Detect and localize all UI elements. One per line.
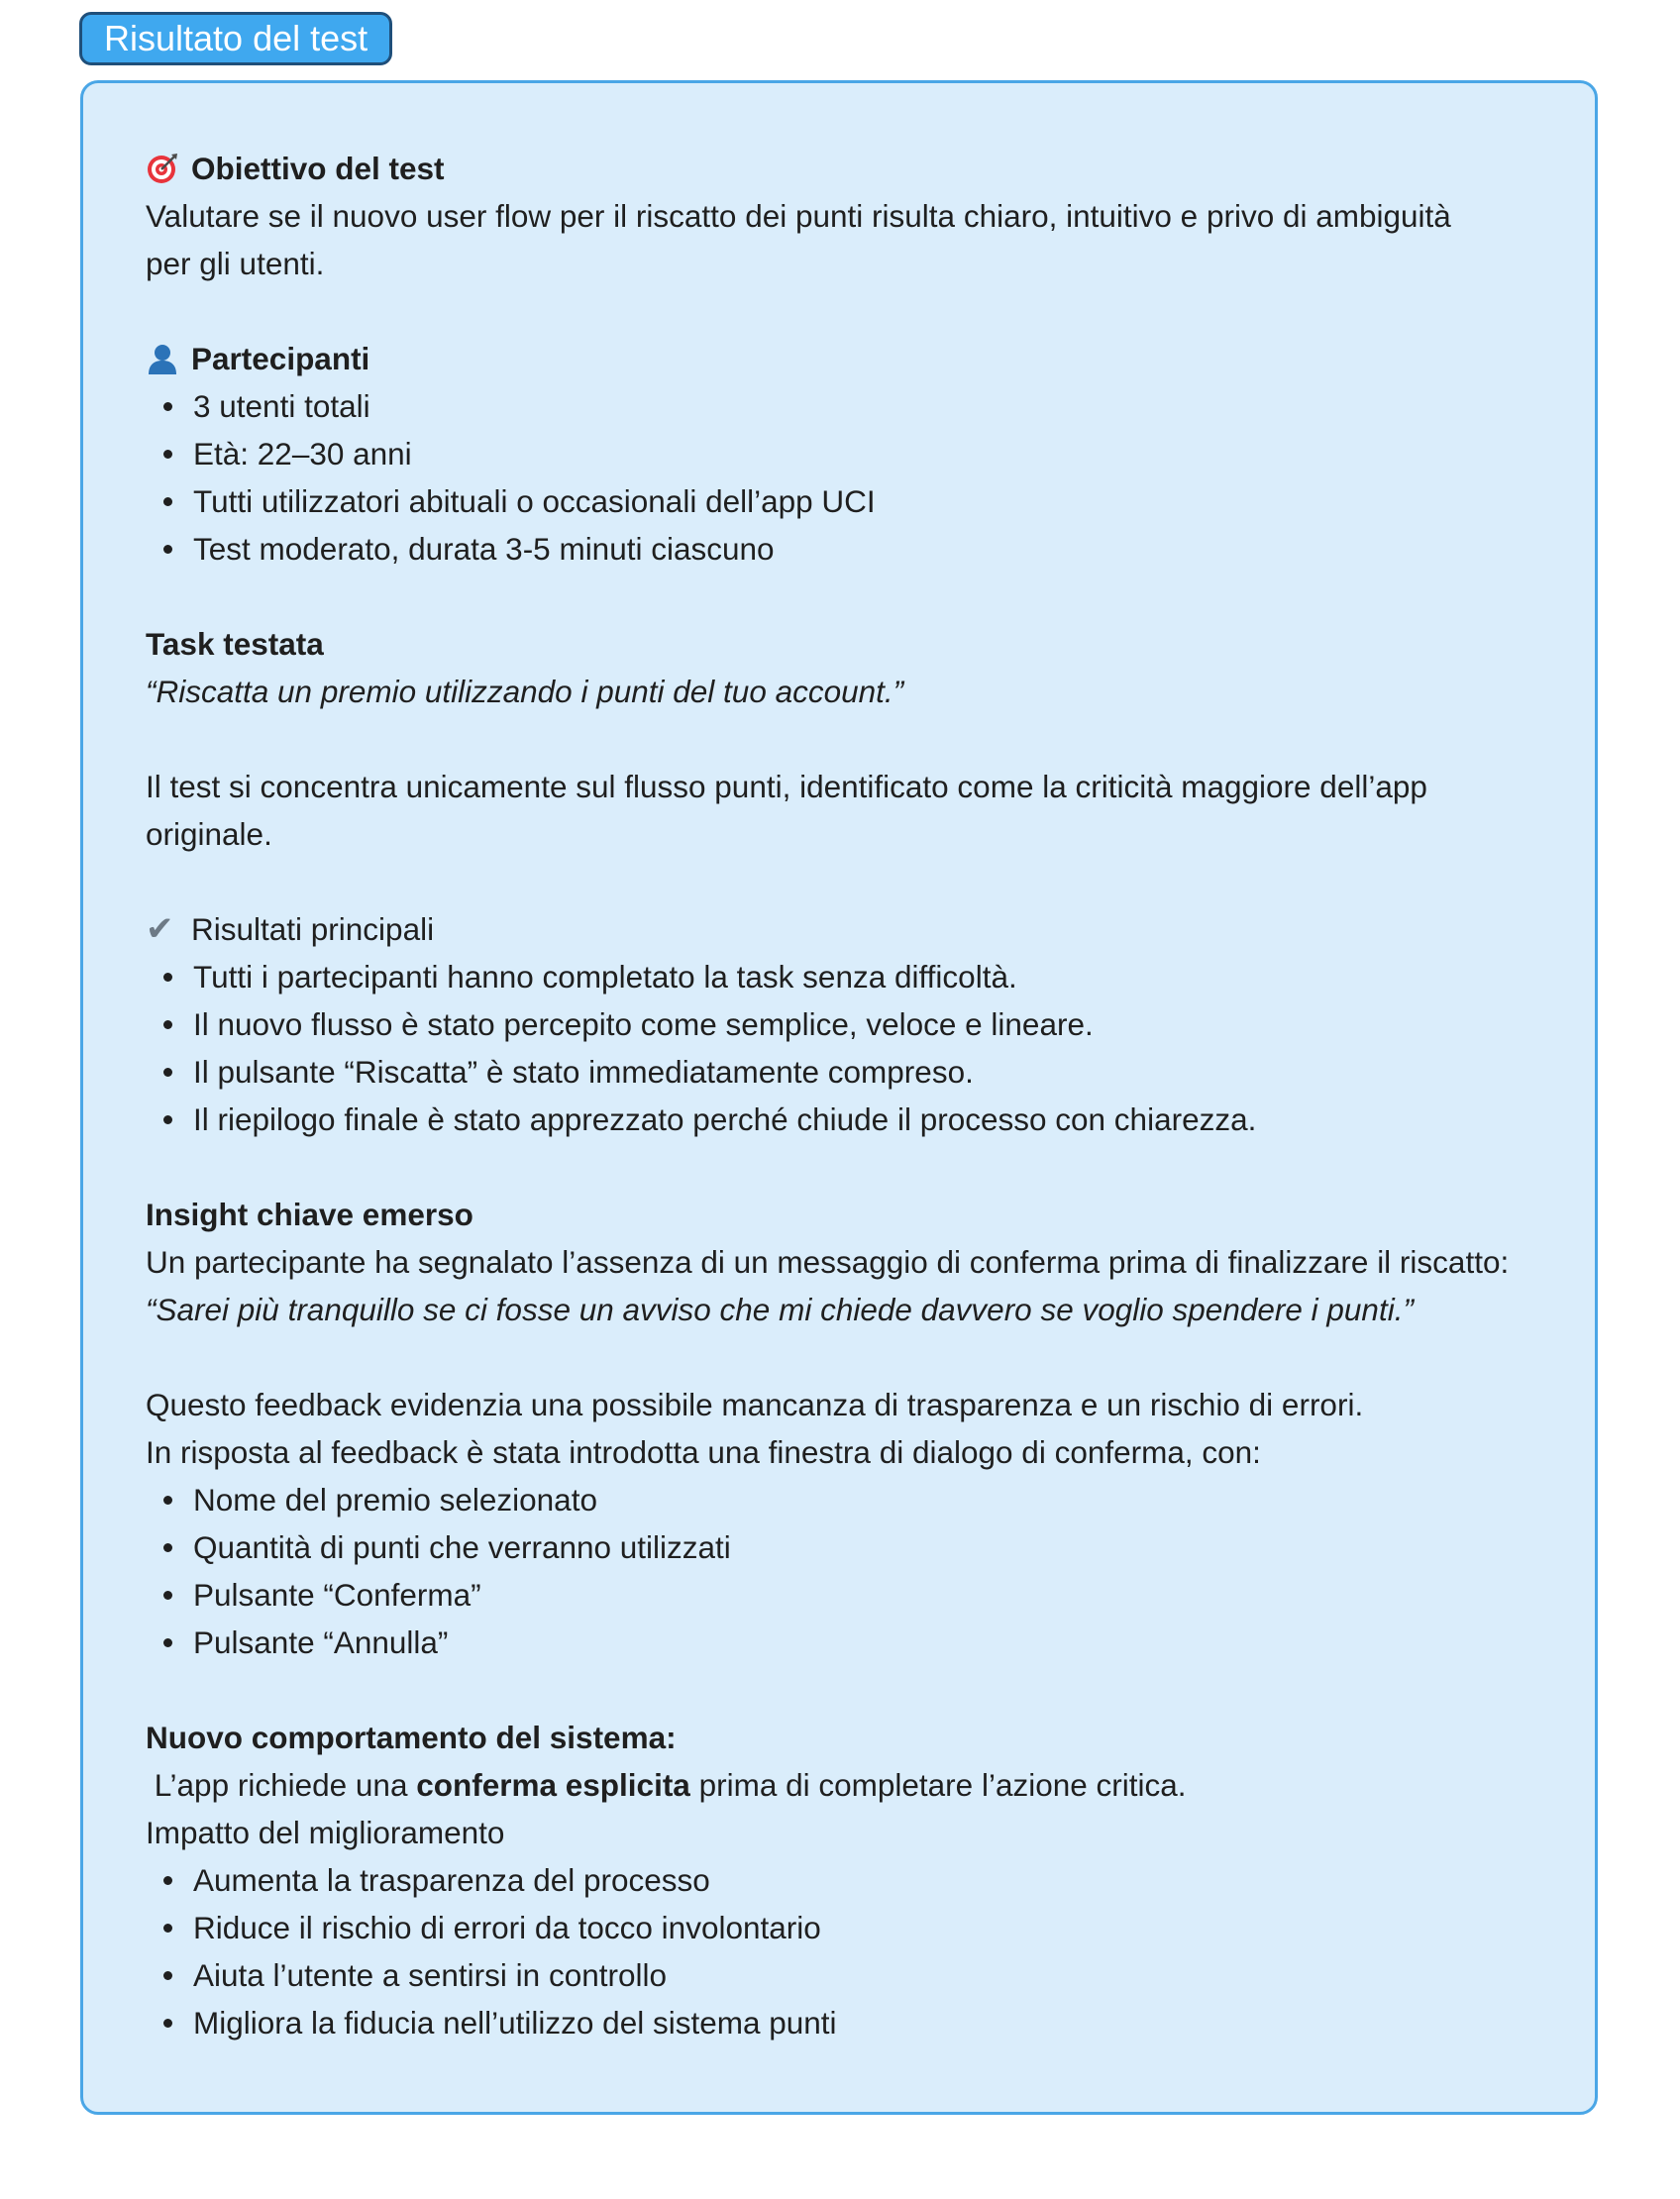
objective-text-line2: per gli utenti. xyxy=(146,246,325,281)
behavior-text-bold: conferma esplicita xyxy=(416,1767,690,1803)
impact-title: Impatto del miglioramento xyxy=(146,1815,505,1850)
feedback-line2: In risposta al feedback è stata introdotta una finestra di dialogo di conferma, con: xyxy=(146,1434,1261,1470)
behavior-text-after: prima di completare l’azione critica. xyxy=(689,1767,1187,1803)
section-tag: Risultato del test xyxy=(79,12,392,65)
results-list xyxy=(146,953,1592,1143)
list-item: Il nuovo flusso è stato percepito come semplice, veloce e lineare. xyxy=(146,1000,1592,1048)
card-content xyxy=(146,145,1592,2046)
list-item: Il riepilogo finale è stato apprezzato perché chiude il processo con chiarezza. xyxy=(146,1096,1592,1143)
insight-quote: “Sarei più tranquillo se ci fosse un avviso che mi chiede davvero se voglio spendere i punti.” xyxy=(146,1292,1414,1327)
checkmark-icon: ✔ xyxy=(146,910,174,948)
participants-list xyxy=(146,382,1592,573)
list-item: Aiuta l’utente a sentirsi in controllo xyxy=(146,1951,1592,1999)
objective-text-line1: Valutare se il nuovo user flow per il riscatto dei punti risulta chiaro, intuitivo e privo di ambiguità xyxy=(146,198,1451,234)
list-item: Nome del premio selezionato xyxy=(146,1476,1592,1523)
list-item: Riduce il rischio di errori da tocco involontario xyxy=(146,1904,1592,1951)
list-item: Migliora la fiducia nell’utilizzo del sistema punti xyxy=(146,1999,1592,2046)
results-title: Risultati principali xyxy=(191,911,435,947)
participants-heading xyxy=(146,335,1592,382)
list-item: Età: 22–30 anni xyxy=(146,430,1592,477)
list-item: Test moderato, durata 3-5 minuti ciascuno xyxy=(146,525,1592,573)
task-focus-line2: originale. xyxy=(146,816,272,852)
list-item: Tutti utilizzatori abituali o occasionali dell’app UCI xyxy=(146,477,1592,525)
dialog-contents-list xyxy=(146,1476,1592,1666)
objective-heading xyxy=(146,145,1592,192)
feedback-line1: Questo feedback evidenzia una possibile mancanza di trasparenza e un rischio di errori. xyxy=(146,1387,1364,1422)
result-card xyxy=(80,80,1598,2115)
list-item: Aumenta la trasparenza del processo xyxy=(146,1856,1592,1904)
target-icon xyxy=(146,152,179,185)
behavior-title: Nuovo comportamento del sistema: xyxy=(146,1720,677,1755)
insight-title: Insight chiave emerso xyxy=(146,1197,473,1232)
task-title: Task testata xyxy=(146,626,324,662)
participants-title: Partecipanti xyxy=(191,341,370,376)
list-item: Pulsante “Annulla” xyxy=(146,1619,1592,1666)
task-quote: “Riscatta un premio utilizzando i punti del tuo account.” xyxy=(146,674,904,709)
list-item: Il pulsante “Riscatta” è stato immediatamente compreso. xyxy=(146,1048,1592,1096)
list-item: Pulsante “Conferma” xyxy=(146,1571,1592,1619)
list-item: Quantità di punti che verranno utilizzati xyxy=(146,1523,1592,1571)
list-item: Tutti i partecipanti hanno completato la task senza difficoltà. xyxy=(146,953,1592,1000)
objective-title: Obiettivo del test xyxy=(191,151,445,186)
task-focus-line1: Il test si concentra unicamente sul flusso punti, identificato come la criticità maggiore dell’app xyxy=(146,769,1427,804)
list-item: 3 utenti totali xyxy=(146,382,1592,430)
behavior-text-before: L’app richiede una xyxy=(146,1767,417,1803)
user-icon xyxy=(146,342,179,375)
results-heading xyxy=(146,905,1592,953)
insight-text: Un partecipante ha segnalato l’assenza di un messaggio di conferma prima di finalizzare il riscatto: xyxy=(146,1244,1510,1280)
behavior-text xyxy=(146,1761,1592,1809)
impact-list xyxy=(146,1856,1592,2046)
